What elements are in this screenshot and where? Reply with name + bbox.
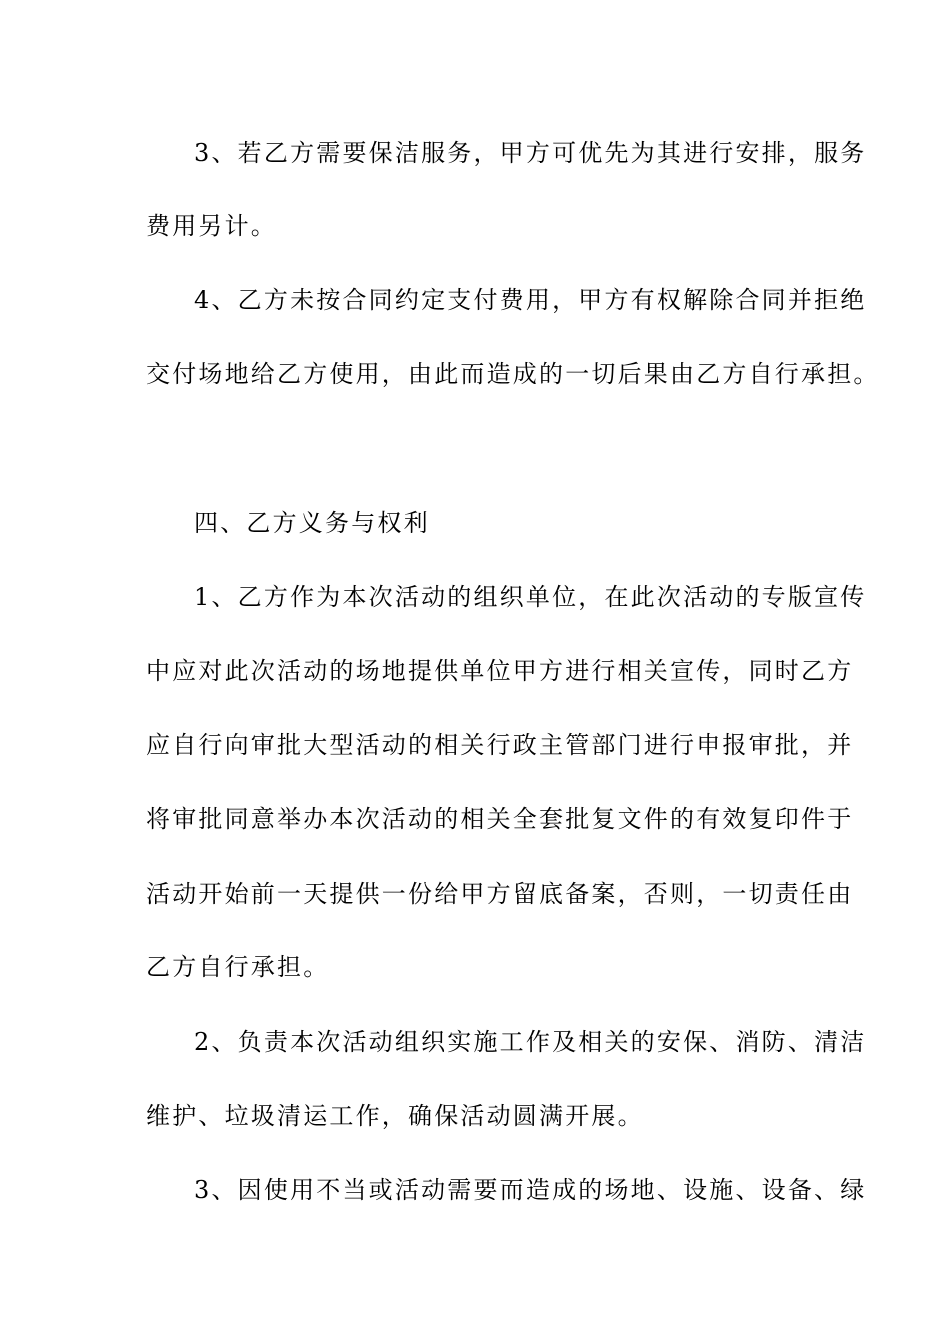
item-2-line-2: 维护、垃圾清运工作，确保活动圆满开展。 <box>146 1102 644 1130</box>
item-2-line-1: 2、负责本次活动组织实施工作及相关的安保、消防、清洁 <box>194 1028 867 1056</box>
item-1-line-1: 1、乙方作为本次活动的组织单位，在此次活动的专版宣传 <box>194 583 867 611</box>
item-1-line-5: 活动开始前一天提供一份给甲方留底备案，否则，一切责任由 <box>146 880 854 908</box>
paragraph-4-line-2: 交付场地给乙方使用，由此而造成的一切后果由乙方自行承担。 <box>146 360 880 388</box>
item-3-line-1: 3、因使用不当或活动需要而造成的场地、设施、设备、绿 <box>194 1176 867 1204</box>
paragraph-3-line-1: 3、若乙方需要保洁服务，甲方可优先为其进行安排，服务 <box>194 139 867 167</box>
item-1-line-2: 中应对此次活动的场地提供单位甲方进行相关宣传，同时乙方 <box>146 657 854 685</box>
paragraph-4-line-1: 4、乙方未按合同约定支付费用，甲方有权解除合同并拒绝 <box>194 286 867 314</box>
item-1-line-4: 将审批同意举办本次活动的相关全套批复文件的有效复印件于 <box>146 805 854 833</box>
item-1-line-6: 乙方自行承担。 <box>146 953 330 981</box>
section-heading: 四、乙方义务与权利 <box>194 509 430 537</box>
item-1-line-3: 应自行向审批大型活动的相关行政主管部门进行申报审批，并 <box>146 731 854 759</box>
paragraph-3-line-2: 费用另计。 <box>146 212 277 240</box>
